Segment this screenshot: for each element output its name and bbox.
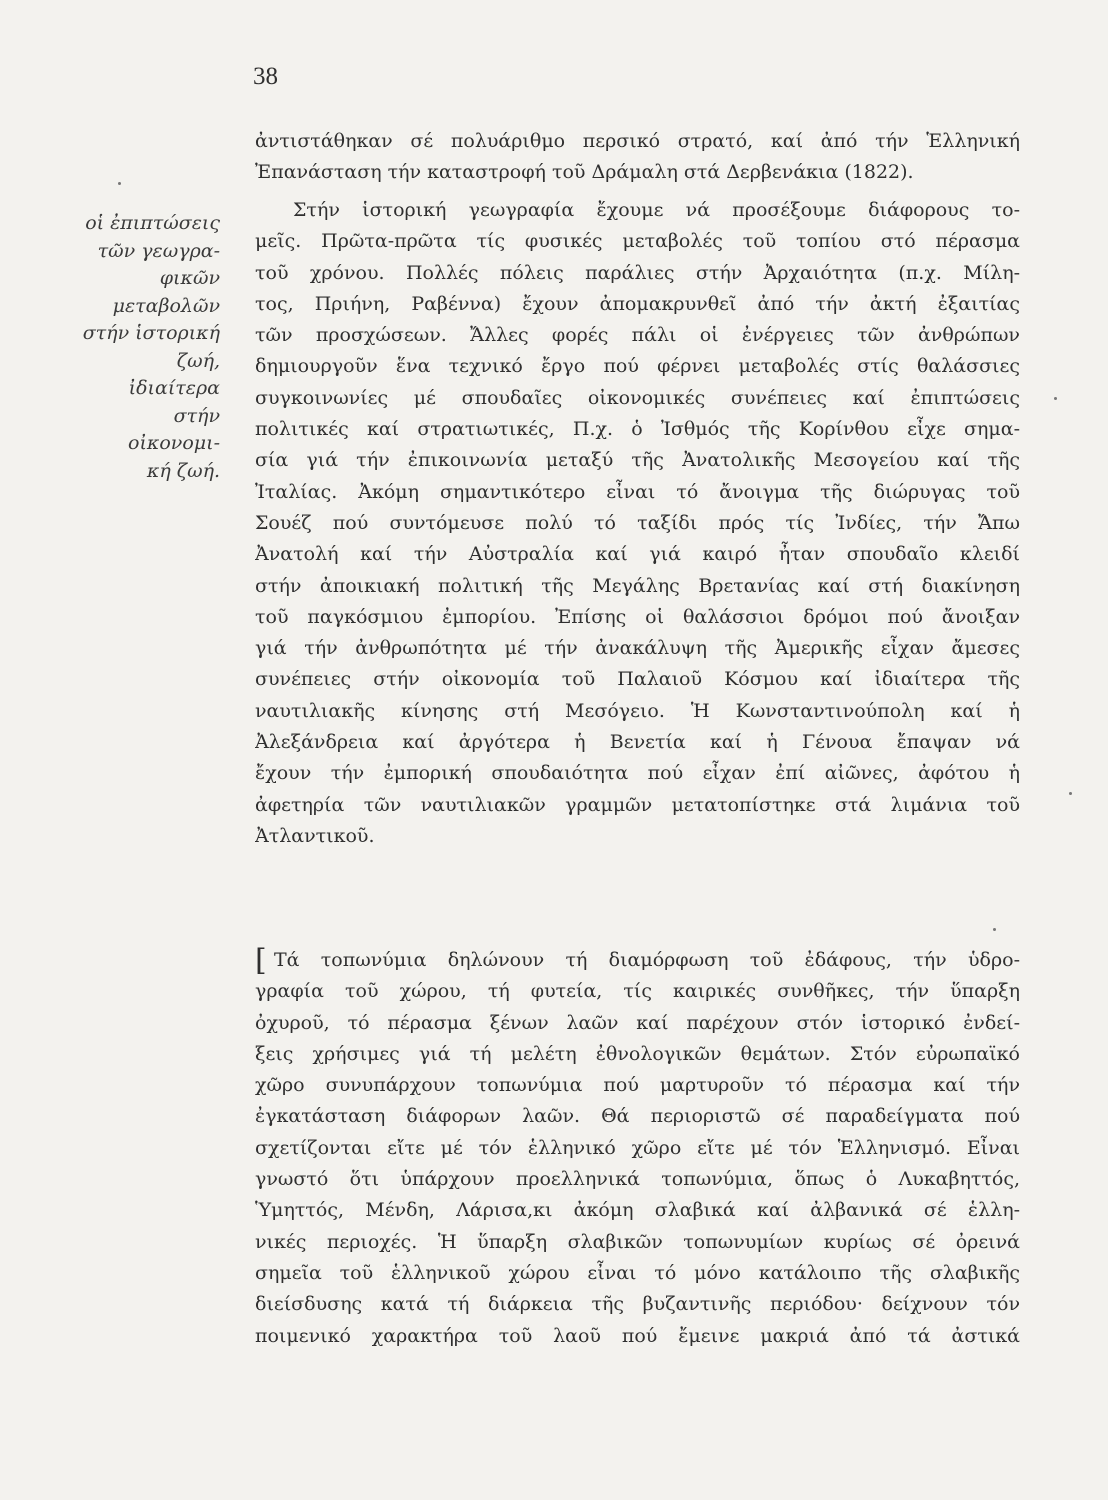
margin-note-line: στήν ἱστορική bbox=[82, 322, 220, 344]
text-line: γιά τήν ἀνθρωπότητα μέ τήν ἀνακάλυψη τῆς Ἀμερικῆς εἶχαν ἄμεσες bbox=[255, 637, 1020, 660]
margin-note-line: φικῶν bbox=[159, 267, 220, 289]
text-line: σία γιά τήν ἐπικοινωνία μεταξύ τῆς Ἀνατολικῆς Μεσογείου καί τῆς bbox=[255, 449, 1020, 472]
text-line: ἀφετηρία τῶν ναυτιλιακῶν γραμμῶν μετατοπίστηκε στά λιμάνια τοῦ bbox=[255, 793, 1020, 816]
text-line: Ἰταλίας. Ἀκόμη σημαντικότερο εἶναι τό ἄνοιγμα τῆς διώρυγας τοῦ bbox=[255, 480, 1020, 503]
text-line: Τά τοπωνύμια δηλώνουν τή διαμόρφωση τοῦ ἐδάφους, τήν ὑδρο- bbox=[274, 949, 1020, 971]
text-line: τοῦ παγκόσμιου ἐμπορίου. Ἐπίσης οἱ θαλάσσιοι δρόμοι πού ἄνοιξαν bbox=[255, 605, 1020, 628]
text-line: Σουέζ πού συντόμευσε πολύ τό ταξίδι πρός τίς Ἰνδίες, τήν Ἄπω bbox=[255, 511, 1020, 534]
scan-speck bbox=[1054, 397, 1057, 400]
text-line: μεῖς. Πρῶτα-πρῶτα τίς φυσικές μεταβολές τοῦ τοπίου στό πέρασμα bbox=[255, 230, 1020, 253]
text-line: ἐγκατάσταση διάφορων λαῶν. Θά περιοριστῶ σέ παραδείγματα πού bbox=[255, 1105, 1020, 1128]
text-line: συγκοινωνίες μέ σπουδαῖες οἰκονομικές συνέπειες καί ἐπιπτώσεις bbox=[255, 386, 1020, 409]
scan-speck bbox=[1069, 792, 1072, 795]
text-line: νικές περιοχές. Ἡ ὕπαρξη σλαβικῶν τοπωνυμίων κυρίως σέ ὀρεινά bbox=[255, 1230, 1020, 1253]
margin-note-line: ζωή, bbox=[176, 349, 220, 372]
text-line: συνέπειες στήν οἰκονομία τοῦ Παλαιοῦ Κόσμου καί ἰδιαίτερα τῆς bbox=[255, 668, 1020, 691]
margin-note-line: κή ζωή. bbox=[146, 459, 220, 482]
opening-bracket: [ bbox=[255, 943, 267, 978]
text-line: ὀχυροῦ, τό πέρασμα ξένων λαῶν καί παρέχουν στόν ἱστορικό ἐνδεί- bbox=[255, 1011, 1020, 1034]
text-line: Ἀτλαντικοῦ. bbox=[255, 824, 375, 847]
text-line: ξεις χρήσιμες γιά τή μελέτη ἐθνολογικῶν θεμάτων. Στόν εὐρωπαϊκό bbox=[255, 1042, 1020, 1065]
text-line: γραφία τοῦ χώρου, τή φυτεία, τίς καιρικές συνθῆκες, τήν ὕπαρξη bbox=[255, 980, 1020, 1003]
text-line: ποιμενικό χαρακτήρα τοῦ λαοῦ πού ἔμεινε μακριά ἀπό τά ἀστικά bbox=[255, 1324, 1020, 1347]
margin-note bbox=[60, 210, 220, 485]
scan-speck bbox=[118, 182, 121, 185]
margin-note-line: τῶν γεωγρα- bbox=[97, 239, 220, 262]
text-line: στήν ἀποικιακή πολιτική τῆς Μεγάλης Βρετανίας καί στή διακίνηση bbox=[255, 574, 1020, 597]
text-line: δημιουργοῦν ἕνα τεχνικό ἔργο πού φέρνει μεταβολές στίς θαλάσσιες bbox=[255, 355, 1020, 378]
margin-note-line: ἰδιαίτερα bbox=[128, 377, 220, 399]
paragraph-historical-geography bbox=[255, 195, 1020, 852]
margin-note-line: μεταβολῶν bbox=[112, 294, 220, 317]
text-line: χῶρο συνυπάρχουν τοπωνύμια πού μαρτυροῦν τό πέρασμα καί τήν bbox=[255, 1074, 1020, 1097]
text-line: πολιτικές καί στρατιωτικές, Π.χ. ὁ Ἰσθμός τῆς Κορίνθου εἶχε σημα- bbox=[255, 418, 1020, 441]
text-line: ἀντιστάθηκαν σέ πολυάριθμο περσικό στρατό, καί ἀπό τήν Ἑλληνική bbox=[255, 130, 1020, 152]
scan-speck bbox=[993, 928, 996, 931]
text-line: σχετίζονται εἴτε μέ τόν ἑλληνικό χῶρο εἴτε μέ τόν Ἑλληνισμό. Εἶναι bbox=[255, 1136, 1020, 1159]
text-line: Ἀνατολή καί τήν Αὐστραλία καί γιά καιρό ἦταν σπουδαῖο κλειδί bbox=[255, 543, 1020, 566]
text-line: διείσδυσης κατά τή διάρκεια τῆς βυζαντινῆς περιόδου· δείχνουν τόν bbox=[255, 1293, 1020, 1316]
text-line: Στήν ἱστορική γεωγραφία ἔχουμε νά προσέξουμε διάφορους το- bbox=[293, 199, 1020, 221]
paragraph-continuation bbox=[255, 126, 1020, 189]
text-line: σημεῖα τοῦ ἑλληνικοῦ χώρου εἶναι τό μόνο κατάλοιπο τῆς σλαβικῆς bbox=[255, 1261, 1020, 1284]
margin-note-line: οἰκονομι- bbox=[128, 432, 220, 454]
paragraph-toponyms bbox=[255, 945, 1020, 1352]
page-number: 38 bbox=[253, 63, 278, 90]
text-line: τος, Πριήνη, Ραβέννα) ἔχουν ἀπομακρυνθεῖ ἀπό τήν ἀκτή ἐξαιτίας bbox=[255, 292, 1020, 315]
margin-note-line: οἱ ἐπιπτώσεις bbox=[85, 212, 220, 234]
text-line: Ἐπανάσταση τήν καταστροφή τοῦ Δράμαλη στά Δερβενάκια (1822). bbox=[255, 161, 914, 184]
margin-note-line: στήν bbox=[173, 404, 220, 427]
text-line: τοῦ χρόνου. Πολλές πόλεις παράλιες στήν Ἀρχαιότητα (π.χ. Μίλη- bbox=[255, 261, 1020, 284]
text-line: ναυτιλιακῆς κίνησης στή Μεσόγειο. Ἡ Κωνσταντινούπολη καί ἡ bbox=[255, 699, 1020, 722]
text-line: ἔχουν τήν ἐμπορική σπουδαιότητα πού εἶχαν ἐπί αἰῶνες, ἀφότου ἡ bbox=[255, 762, 1020, 785]
text-line: Ἀλεξάνδρεια καί ἀργότερα ἡ Βενετία καί ἡ Γένουα ἔπαψαν νά bbox=[255, 731, 1020, 754]
text-line: γνωστό ὅτι ὑπάρχουν προελληνικά τοπωνύμια, ὅπως ὁ Λυκαβηττός, bbox=[255, 1168, 1020, 1191]
text-line: τῶν προσχώσεων. Ἄλλες φορές πάλι οἱ ἐνέργειες τῶν ἀνθρώπων bbox=[255, 324, 1020, 347]
text-line: Ὑμηττός, Μένδη, Λάρισα,κι ἀκόμη σλαβικά καί ἀλβανικά σέ ἑλλη- bbox=[255, 1199, 1020, 1222]
